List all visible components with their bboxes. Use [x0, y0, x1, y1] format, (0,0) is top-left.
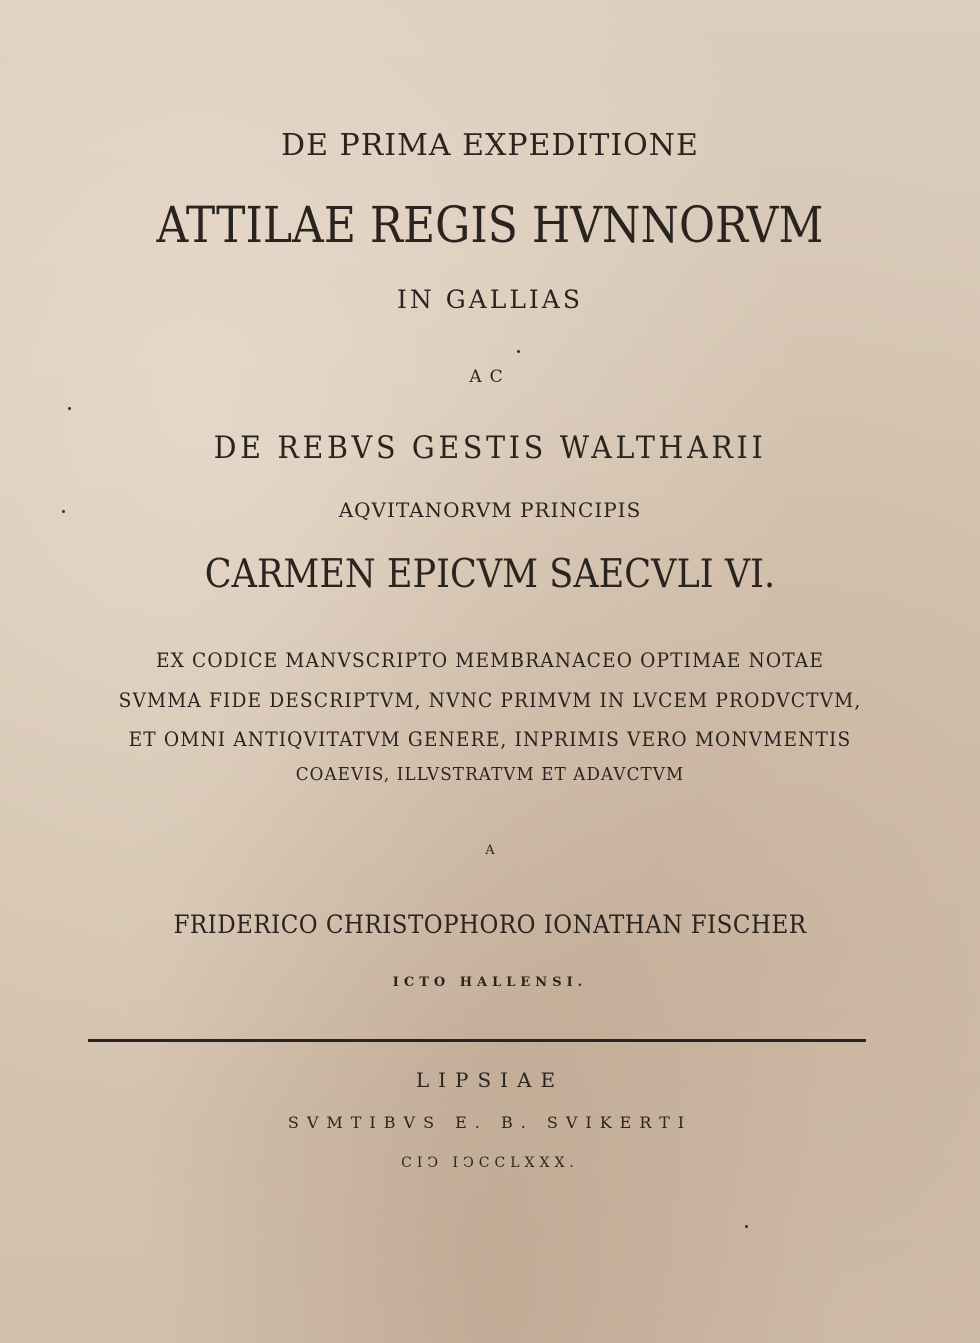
paper-speck [62, 510, 65, 513]
description-line: SVMMA FIDE DESCRIPTVM, NVNC PRIMVM IN LVCEM PRODVCTVM, [118, 688, 862, 712]
title-line-1: DE PRIMA EXPEDITIONE [281, 128, 699, 163]
divider-rule [88, 1039, 866, 1042]
main-title: ATTILAE REGIS HVNNORVM [156, 196, 824, 254]
by-word: A [485, 843, 495, 858]
imprint-year: CIↃ IↃCCLXXX. [401, 1155, 579, 1171]
author-title: ICTO HALLENSI. [392, 975, 588, 990]
paper-speck [745, 1225, 748, 1228]
imprint-publisher: SVMTIBVS E. B. SVIKERTI [287, 1113, 693, 1132]
title-line-5: DE REBVS GESTIS WALTHARII [213, 430, 767, 466]
imprint-place: LIPSIAE [415, 1068, 565, 1092]
paper-speck [517, 350, 520, 353]
description-line: COAEVIS, ILLVSTRATVM ET ADAVCTVM [295, 764, 685, 785]
subtitle: CARMEN EPICVM SAECVLI VI. [204, 552, 776, 597]
author-name: FRIDERICO CHRISTOPHORO IONATHAN FISCHER [173, 910, 807, 939]
description-line: EX CODICE MANVSCRIPTO MEMBRANACEO OPTIMAE NOTAE [155, 648, 825, 672]
paper-speck [68, 407, 71, 410]
title-line-6: AQVITANORVM PRINCIPIS [338, 498, 642, 522]
description-line: ET OMNI ANTIQVITATVM GENERE, INPRIMIS VERO MONVMENTIS [128, 727, 852, 751]
conjunction: AC [469, 367, 511, 387]
title-line-3: IN GALLIAS [397, 285, 583, 314]
